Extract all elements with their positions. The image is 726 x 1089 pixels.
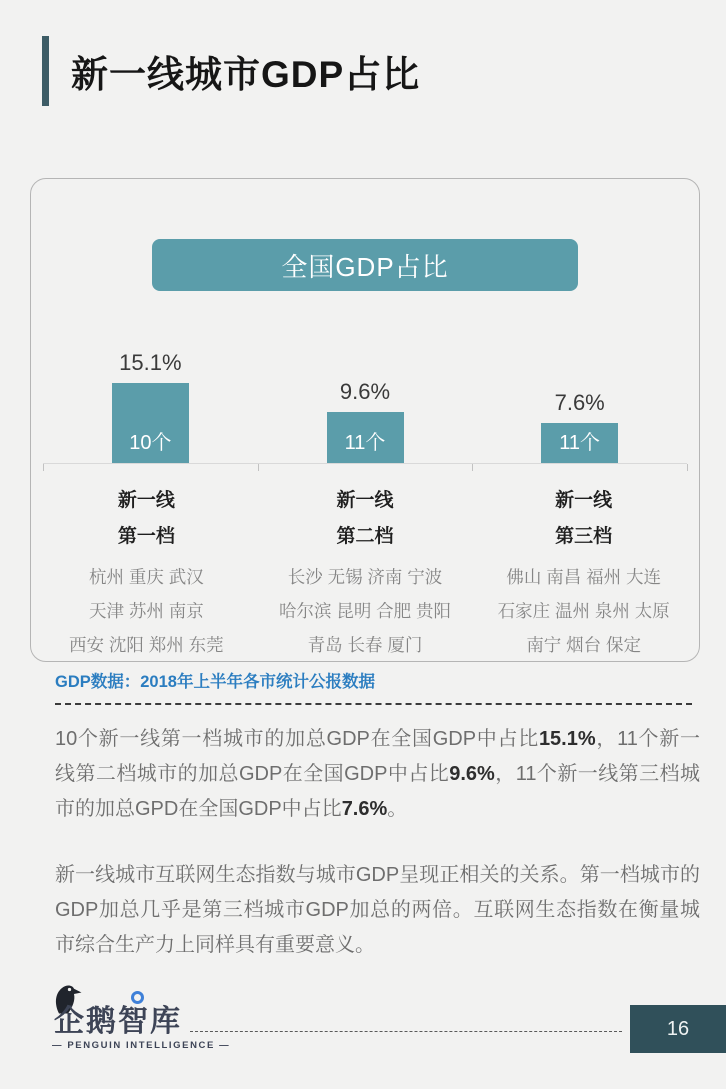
- highlight-value: 7.6%: [341, 798, 388, 820]
- axis-tick: [472, 464, 473, 471]
- city-row: 杭州 重庆 武汉: [88, 567, 204, 587]
- highlight-value: 9.6%: [449, 763, 495, 785]
- bar-count-label: 11个: [344, 432, 386, 454]
- city-row: 石家庄 温州 泉州 太原: [497, 601, 670, 621]
- page-title: 新一线城市GDP占比: [71, 54, 421, 95]
- logo-ring-accent: [131, 991, 144, 1004]
- axis-tick: [258, 464, 259, 471]
- logo-text: 企鹅智库: [54, 1005, 182, 1038]
- bar-group-3: [472, 291, 687, 463]
- logo-subtitle: — PENGUIN INTELLIGENCE —: [52, 1040, 231, 1051]
- category-name: [37, 483, 256, 555]
- para-text: 。: [387, 798, 408, 820]
- city-list: [474, 560, 693, 662]
- dashed-separator: [55, 703, 692, 705]
- bar: [541, 423, 618, 463]
- brand-logo: [52, 996, 231, 1051]
- bar-group-1: [43, 291, 258, 463]
- chart-title: 全国GDP占比: [281, 251, 449, 282]
- city-row: 哈尔滨 昆明 合肥 贵阳: [278, 601, 452, 621]
- axis-tick: [687, 464, 688, 471]
- source-note: GDP数据：2018年上半年各市统计公报数据: [55, 673, 375, 691]
- city-row: 佛山 南昌 福州 大连: [506, 567, 661, 587]
- category-line1: 新一线: [555, 490, 613, 511]
- bar-count-label: 11个: [559, 432, 601, 454]
- para-text: 10个新一线第一档城市的加总GDP在全国GDP中占比: [55, 728, 539, 750]
- footer-dashed-line: [190, 1031, 622, 1032]
- bar-group-2: [258, 291, 473, 463]
- para-text: ，11个新一线第三档城市的加总GPD在全国GDP中占比: [55, 763, 701, 820]
- bar-count-label: 10个: [129, 432, 172, 454]
- highlight-value: 15.1%: [538, 728, 596, 750]
- paragraph-1: [55, 722, 700, 827]
- category-labels: [37, 471, 693, 662]
- bar-chart: [43, 291, 687, 463]
- category-2: [256, 471, 475, 662]
- category-name: [474, 483, 693, 555]
- city-row: 青岛 长春 厦门: [307, 635, 423, 655]
- title-accent-bar: [42, 36, 49, 106]
- category-line2: 第一档: [117, 526, 175, 547]
- page-header: [42, 36, 420, 106]
- category-line1: 新一线: [336, 490, 394, 511]
- x-axis: [43, 463, 687, 471]
- bar-value-label: 15.1%: [119, 350, 182, 375]
- category-line2: 第三档: [555, 526, 613, 547]
- bar: [112, 383, 189, 463]
- category-3: [474, 471, 693, 662]
- axis-tick: [43, 464, 44, 471]
- city-list: [37, 560, 256, 662]
- bar-value-label: 7.6%: [554, 390, 605, 415]
- category-line2: 第二档: [336, 526, 394, 547]
- paragraph-2: 新一线城市互联网生态指数与城市GDP呈现正相关的关系。第一档城市的GDP加总几乎是第三档城市GDP加总的两倍。互联网生态指数在衡量城市综合生产力上同样具有重要意义。: [55, 864, 700, 956]
- city-row: 长沙 无锡 济南 宁波: [287, 567, 443, 587]
- category-name: [256, 483, 475, 555]
- city-list: [256, 560, 475, 662]
- chart-card: [30, 178, 700, 662]
- bar-value-label: 9.6%: [339, 379, 391, 404]
- logo-wordmark: [52, 996, 202, 1036]
- bar: [327, 412, 404, 463]
- city-row: 南宁 烟台 保定: [526, 635, 642, 655]
- city-row: 天津 苏州 南京: [88, 601, 204, 621]
- chart-title-band: [152, 239, 578, 291]
- para-text: ，11个新一线第二档城市的加总GDP在全国GDP中占比: [55, 728, 700, 785]
- city-row: 西安 沈阳 郑州 东莞: [69, 635, 224, 655]
- category-line1: 新一线: [117, 490, 175, 511]
- page-number-badge: 16: [630, 1005, 726, 1053]
- category-1: [37, 471, 256, 662]
